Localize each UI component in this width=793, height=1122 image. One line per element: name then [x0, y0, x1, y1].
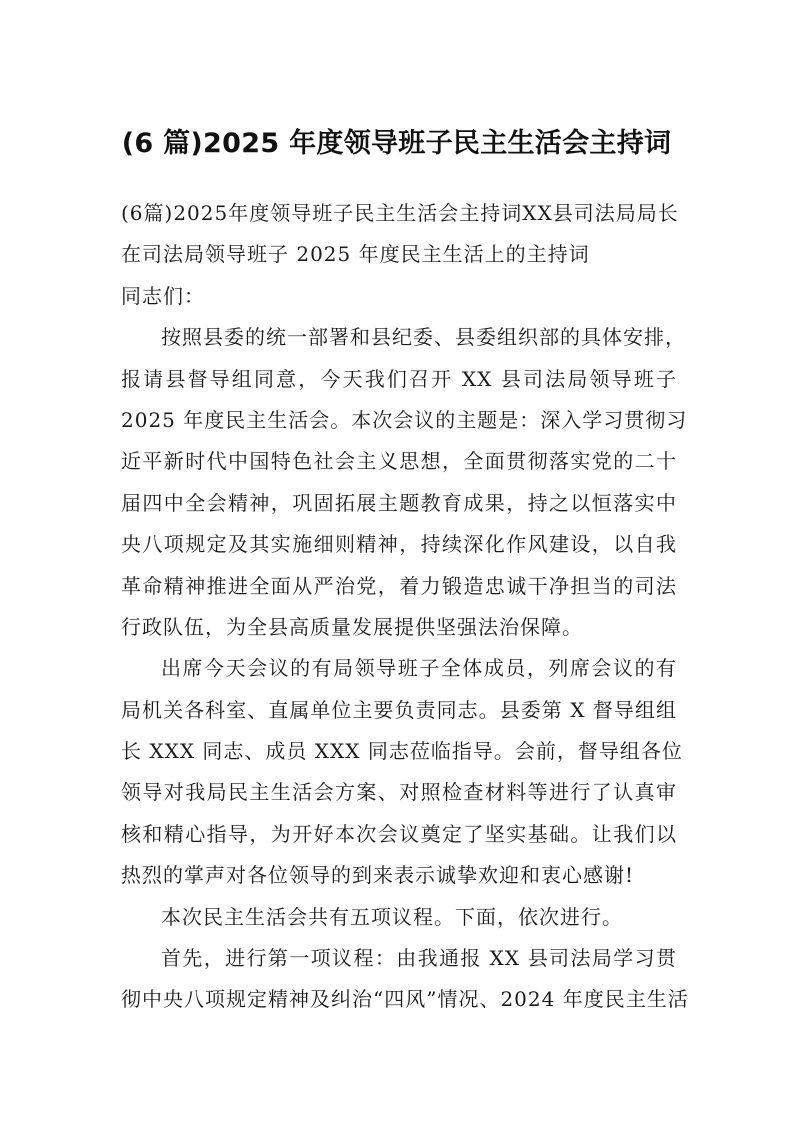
paragraph-1-line-8: 行政队伍，为全县高质量发展提供坚强法治保障。 [121, 614, 583, 639]
document-title: (6 篇)2025 年度领导班子民主生活会主持词 [121, 128, 672, 159]
paragraph-2-line-6: 热烈的掌声对各位领导的到来表示诚挚欢迎和衷心感谢! [121, 863, 635, 888]
paragraph-3-line-1: 本次民主生活会共有五项议程。下面，依次进行。 [161, 904, 623, 929]
paragraph-1-line-1: 按照县委的统一部署和县纪委、县委组织部的具体安排， [161, 325, 686, 350]
paragraph-1-line-7: 革命精神推进全面从严治党，着力锻造忠诚干净担当的司法 [121, 573, 677, 598]
paragraph-2-line-2: 局机关各科室、直属单位主要负责同志。县委第 X 督导组组 [121, 697, 677, 722]
intro-line-1: (6篇)2025年度领导班子民主生活会主持词XX县司法局局长 [121, 201, 679, 225]
paragraph-4-line-1: 首先，进行第一项议程：由我通报 XX 县司法局学习贯 [161, 946, 677, 971]
paragraph-2-line-5: 核和精心指导，为开好本次会议奠定了坚实基础。让我们以 [121, 821, 677, 846]
paragraph-1-line-4: 近平新时代中国特色社会主义思想，全面贯彻落实党的二十 [121, 449, 677, 474]
paragraph-1-line-3: 2025 年度民主生活会。本次会议的主题是：深入学习贯彻习 [121, 407, 688, 432]
paragraph-1-line-2: 报请县督导组同意，今天我们召开 XX 县司法局领导班子 [121, 366, 677, 391]
paragraph-4-line-2: 彻中央八项规定精神及纠治“四风”情况、2024 年度民主生活 [121, 987, 689, 1012]
intro-line-2: 在司法局领导班子 2025 年度民主生活上的主持词 [121, 242, 590, 267]
paragraph-2-line-1: 出席今天会议的有局领导班子全体成员，列席会议的有 [161, 656, 677, 681]
document-body [121, 193, 689, 1021]
paragraph-1-line-6: 央八项规定及其实施细则精神，持续深化作风建设，以自我 [121, 532, 677, 557]
paragraph-2-line-4: 领导对我局民主生活会方案、对照检查材料等进行了认真审 [121, 780, 677, 805]
paragraph-1-line-5: 届四中全会精神，巩固拓展主题教育成果，持之以恒落实中 [121, 490, 677, 515]
paragraph-2-line-3: 长 XXX 同志、成员 XXX 同志莅临指导。会前，督导组各位 [121, 739, 683, 764]
salutation: 同志们： [121, 283, 205, 308]
